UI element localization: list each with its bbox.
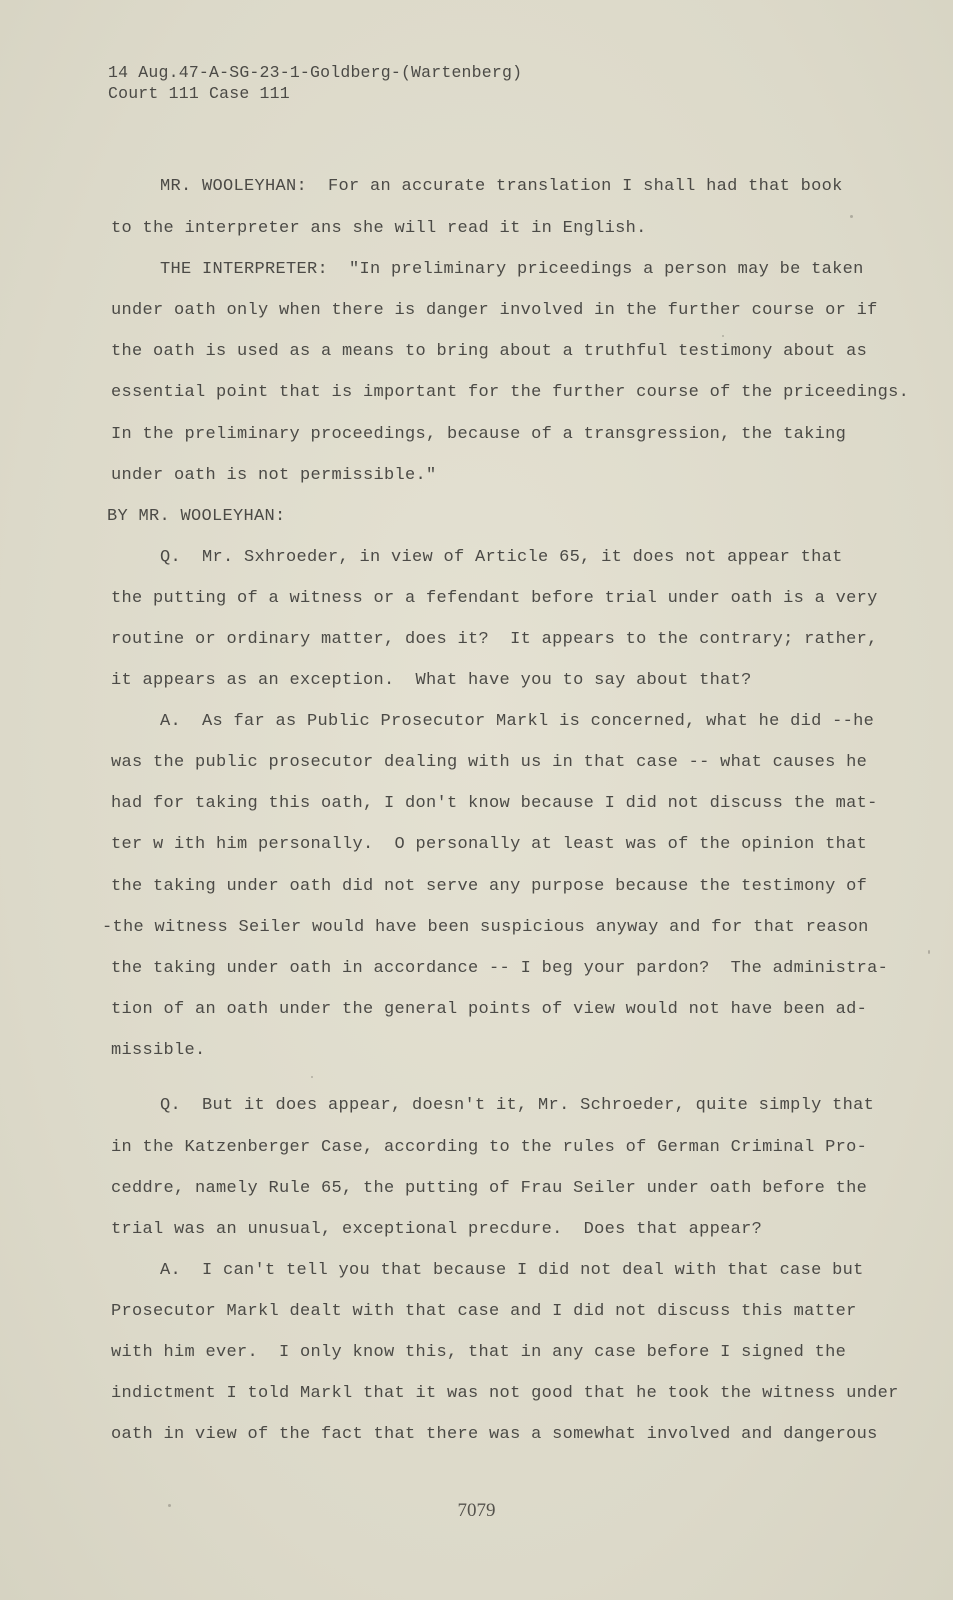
document-header bbox=[108, 62, 522, 104]
transcript-line: Q. Mr. Sxhroeder, in view of Article 65, it does not appear that bbox=[160, 548, 843, 567]
transcript-line: the oath is used as a means to bring about a truthful testimony about as bbox=[111, 342, 868, 361]
transcript-line: essential point that is important for the further course of the priceedings. bbox=[111, 383, 910, 402]
transcript-line: tion of an oath under the general points of view would not have been ad- bbox=[111, 1000, 868, 1019]
header-court-line: Court 111 Case 111 bbox=[108, 84, 290, 103]
transcript-line: was the public prosecutor dealing with us in that case -- what causes he bbox=[111, 753, 868, 772]
paper-speck bbox=[168, 1504, 171, 1507]
transcript-line: ceddre, namely Rule 65, the putting of Frau Seiler under oath before the bbox=[111, 1179, 868, 1198]
transcript-line: In the preliminary proceedings, because of a transgression, the taking bbox=[111, 425, 847, 444]
transcript-line: MR. WOOLEYHAN: For an accurate translation I shall had that book bbox=[160, 177, 843, 196]
header-reference-line: 14 Aug.47-A-SG-23-1-Goldberg-(Wartenberg) bbox=[108, 63, 523, 82]
paper-speck bbox=[311, 1076, 313, 1078]
transcript-line: ter w ith him personally. O personally at least was of the opinion that bbox=[111, 835, 868, 854]
paper-speck bbox=[850, 215, 853, 218]
transcript-line: had for taking this oath, I don't know because I did not discuss the mat- bbox=[111, 794, 878, 813]
transcript-line: under oath is not permissible." bbox=[111, 466, 437, 485]
transcript-line: BY MR. WOOLEYHAN: bbox=[107, 507, 286, 526]
transcript-line: with him ever. I only know this, that in any case before I signed the bbox=[111, 1343, 847, 1362]
transcript-line: THE INTERPRETER: "In preliminary priceedings a person may be taken bbox=[160, 260, 864, 279]
transcript-line: the taking under oath did not serve any purpose because the testimony of bbox=[111, 877, 868, 896]
transcript-line: the putting of a witness or a fefendant before trial under oath is a very bbox=[111, 589, 878, 608]
transcript-line: the taking under oath in accordance -- I beg your pardon? The administra- bbox=[111, 959, 889, 978]
page-number: 7079 bbox=[457, 1500, 496, 1521]
transcript-line: Prosecutor Markl dealt with that case and I did not discuss this matter bbox=[111, 1302, 857, 1321]
transcript-line: in the Katzenberger Case, according to the rules of German Criminal Pro- bbox=[111, 1138, 868, 1157]
transcript-line: oath in view of the fact that there was a somewhat involved and dangerous bbox=[111, 1425, 878, 1444]
transcript-line: Q. But it does appear, doesn't it, Mr. Schroeder, quite simply that bbox=[160, 1096, 875, 1115]
transcript-line: indictment I told Markl that it was not good that he took the witness under bbox=[111, 1384, 899, 1403]
transcript-line: trial was an unusual, exceptional precdure. Does that appear? bbox=[111, 1220, 763, 1239]
paper-speck bbox=[722, 335, 724, 337]
transcript-line: it appears as an exception. What have you to say about that? bbox=[111, 671, 752, 690]
transcript-line: A. As far as Public Prosecutor Markl is concerned, what he did --he bbox=[160, 712, 875, 731]
transcript-line: missible. bbox=[111, 1041, 206, 1060]
transcript-line: to the interpreter ans she will read it in English. bbox=[111, 219, 647, 238]
transcript-line: routine or ordinary matter, does it? It appears to the contrary; rather, bbox=[111, 630, 878, 649]
transcript-line: -the witness Seiler would have been suspicious anyway and for that reason bbox=[102, 918, 869, 937]
paper-speck bbox=[928, 950, 930, 954]
transcript-line: A. I can't tell you that because I did not deal with that case but bbox=[160, 1261, 864, 1280]
transcript-line: under oath only when there is danger involved in the further course or if bbox=[111, 301, 878, 320]
